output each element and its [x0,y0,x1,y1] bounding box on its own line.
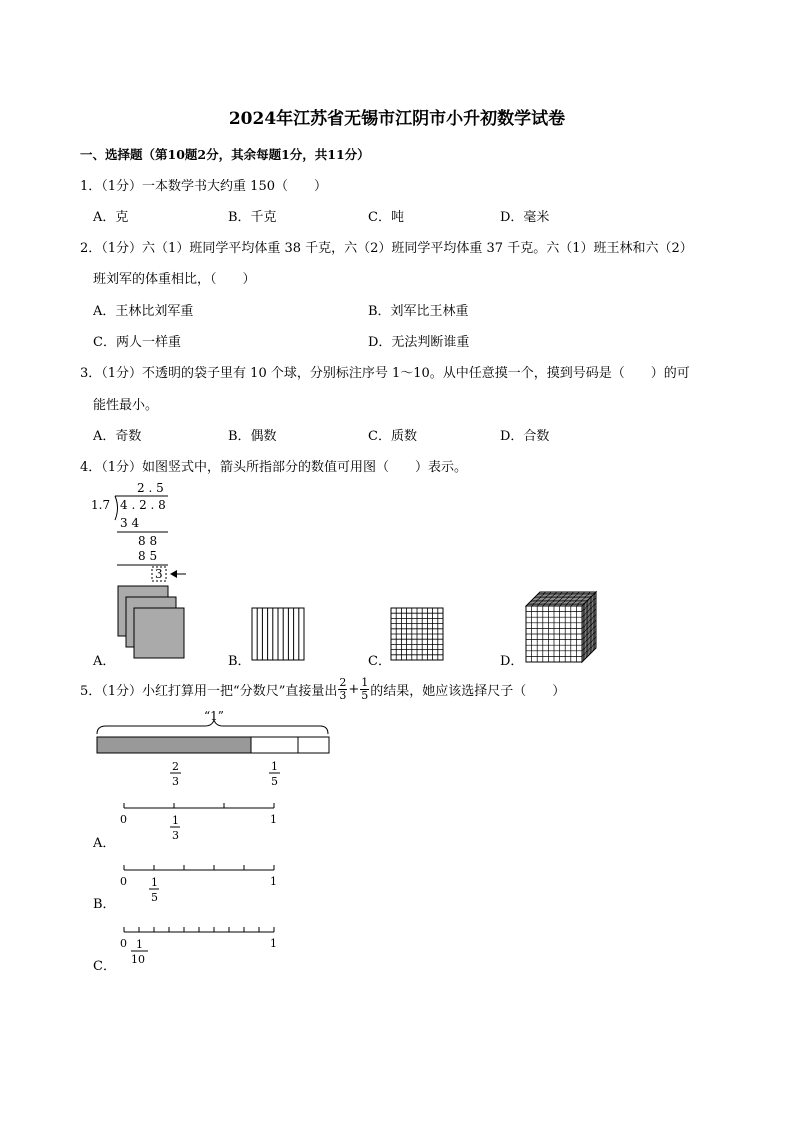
division-remainder: 3 [155,567,163,581]
q2-option-d[interactable]: D．无法判断谁重 [368,335,470,350]
square-front [134,608,184,658]
arrow-head-icon [170,570,177,578]
q4-option-a[interactable]: A． [93,654,116,669]
q5-fraction-a: $\frac{2}{3}$ [339,676,347,702]
division-step-1: 3 4 [120,516,140,530]
ruler-a-zero: 0 [120,813,127,826]
ruler-b-frac-den: 5 [151,891,158,904]
q1-option-d[interactable]: D．毫米 [500,210,550,225]
brace-shape [97,720,328,734]
question-2-stem-line1: 2．（1分）六（1）班同学平均体重 38 千克，六（2）班同学平均体重 37 千克。六（1）班王林和六（2） [80,241,693,256]
q4-option-d[interactable]: D． [500,654,524,669]
question-3-stem-line1: 3．（1分）不透明的袋子里有 10 个球，分别标注序号 1～10。从中任意摸一个，摸到号码是（ ）的可 [80,366,690,381]
ruler-b-frac-num: 1 [151,876,158,889]
ten-strips-figure [251,607,305,661]
ruler-c-frac-den: 10 [131,953,145,966]
q4-option-b[interactable]: B． [228,654,251,669]
question-4-stem: 4．（1分）如图竖式中，箭头所指部分的数值可用图（ ）表示。 [80,460,468,475]
q3-option-c[interactable]: C．质数 [368,429,417,444]
q5-stem-pre: 5．（1分）小红打算用一把“分数尺”直接量出 [80,684,338,699]
q1-option-a[interactable]: A．克 [93,210,129,225]
q4-option-c[interactable]: C． [368,654,391,669]
q2-option-a[interactable]: A．王林比刘军重 [93,304,194,319]
long-division-figure [88,478,198,586]
q3-option-a[interactable]: A．奇数 [93,429,142,444]
ruler-c-frac-num: 1 [136,938,143,951]
ruler-b-zero: 0 [120,875,127,888]
ruler-c [116,920,286,970]
ruler-a [116,796,286,846]
ruler-a-frac-num: 1 [172,814,179,827]
q1-option-b[interactable]: B．千克 [228,210,277,225]
q5-fraction-b: $\frac{1}{5}$ [361,676,369,702]
division-divisor: 1.7 [91,498,111,512]
three-squares-figure [112,582,190,664]
question-2-stem-line2: 班刘军的体重相比，（ ） [93,272,256,287]
ruler-c-one: 1 [270,937,277,950]
division-bracket [115,496,118,520]
ruler-a-one: 1 [270,813,277,826]
bar-frac-2-num: 1 [271,760,278,773]
ruler-a-frac-den: 3 [172,829,179,842]
q3-option-b[interactable]: B．偶数 [228,429,277,444]
division-quotient: 2 . 5 [137,481,164,495]
thousand-cube-figure [524,590,598,664]
ruler-b [116,858,286,908]
ruler-b-one: 1 [270,875,277,888]
bar-shaded-part [97,737,251,753]
q5-option-c[interactable]: C． [93,959,116,974]
bar-frac-2-den: 5 [271,775,278,788]
q2-option-b[interactable]: B．刘军比王林重 [368,304,469,319]
division-step-2: 8 8 [138,534,158,548]
brace-label: “1” [204,709,224,723]
fraction-bar-figure [92,706,337,792]
q2-option-c[interactable]: C．两人一样重 [93,335,181,350]
question-1-stem: 1．（1分）一本数学书大约重 150（ ） [80,179,327,194]
question-3-stem-line2: 能性最小。 [93,398,159,413]
ruler-c-zero: 0 [120,937,127,950]
page-title: 2024年江苏省无锡市江阴市小升初数学试卷 [228,109,566,129]
bar-frac-1-num: 2 [172,760,179,773]
q5-stem-post: 的结果，她应该选择尺子（ ） [370,684,566,699]
q1-option-c[interactable]: C．吨 [368,210,404,225]
hundred-grid-figure [390,607,444,661]
section-heading: 一、选择题（第10题2分，其余每题1分，共11分） [80,147,370,162]
bar-frac-1-den: 3 [172,775,179,788]
division-dividend: 4 . 2 . 8 [120,498,166,512]
q5-plus-sign: + [348,682,360,697]
division-step-3: 8 5 [138,549,158,563]
q5-option-b[interactable]: B． [93,897,116,912]
q3-option-d[interactable]: D．合数 [500,429,550,444]
q5-option-a[interactable]: A． [93,836,116,851]
question-5-stem [80,677,565,702]
